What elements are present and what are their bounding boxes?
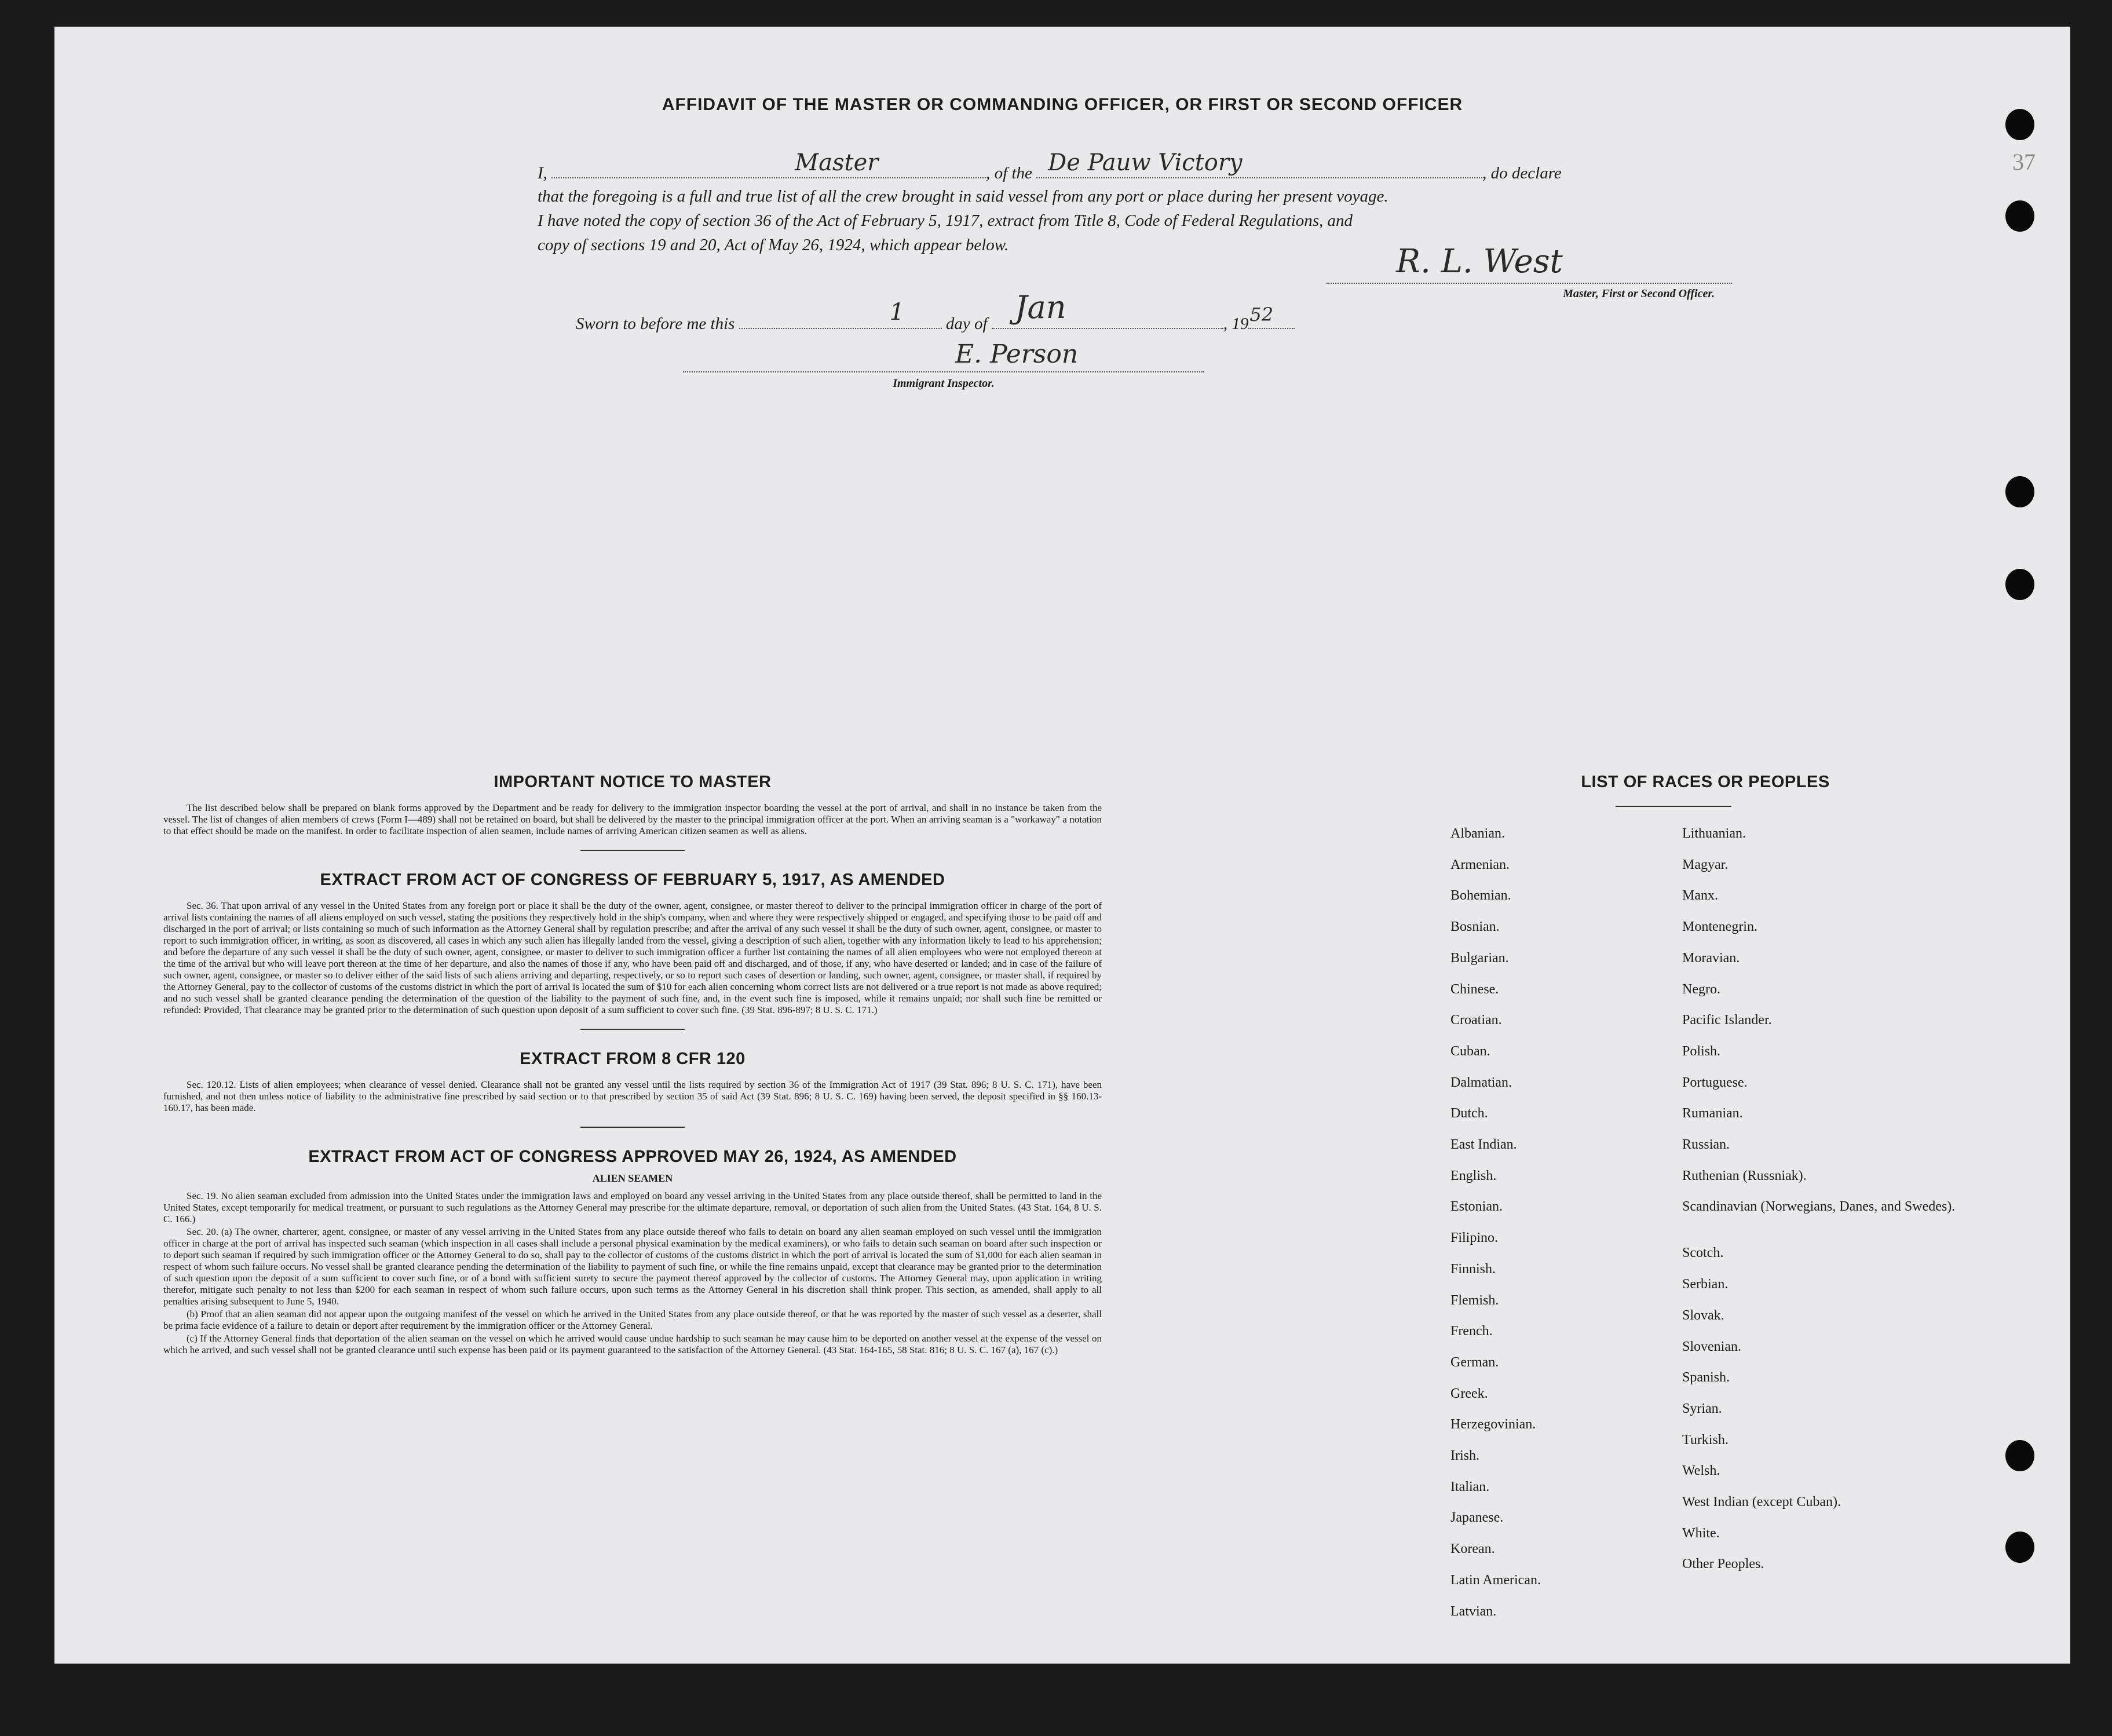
notice-title: IMPORTANT NOTICE TO MASTER (494, 773, 772, 791)
notice-text: The list described below shall be prepared on blank forms approved by the Department and be ready for delivery to the immigration inspector boarding the vessel at the port of arrival, and shall in no instance be taken from the vessel. The list of changes of alien members of crews (Form I—489) shall not be retained on board, but shall be delivered by the master to the principal immigration officer at the port. When an arriving seaman is a "workaway" a notation to that effect should be made on the manifest. In order to facilitate inspection of alien seamen, include names of arriving American citizen seamen as well as aliens. (163, 802, 1102, 836)
race-item: Polish. (1682, 1043, 1721, 1059)
line1-suffix: , do declare (1482, 164, 1562, 182)
signature-line (1327, 242, 1732, 284)
binder-hole (2005, 476, 2034, 507)
divider (580, 850, 685, 851)
race-item: Cuban. (1450, 1043, 1490, 1059)
declaration-line-2: that the foregoing is a full and true list of all the crew brought in said vessel from any port or place during her present voyage. (538, 187, 1388, 206)
divider (580, 1029, 685, 1030)
race-item: Portuguese. (1682, 1075, 1748, 1090)
race-item: Turkish. (1682, 1432, 1729, 1448)
race-item: Armenian. (1450, 857, 1510, 872)
race-item: Russian. (1682, 1137, 1730, 1153)
race-item: Syrian. (1682, 1401, 1722, 1416)
extract-1917-text: Sec. 36. That upon arrival of any vessel in the United States from any foreign port or place it shall be the duty of the owner, agent, consignee, or master thereof to deliver to the principal immigration officer in charge of the port of arrival lists containing the names of all aliens employed on such vessel, stating the positions they respectively hold in the ship's company, when and where they were respectively shipped or engaged, and specifying those to be paid off and discharged in the port of arrival; or lists containing so much of such information as the Attorney General shall by regulation prescribe; and after the arrival of any such vessel it shall be the duty of such owner, agent, consignee, or master to report to such immigration officer, in writing, as soon as discovered, all cases in which any such alien has illegally landed from the vessel, giving a description of such alien, together with any information likely to lead to his apprehension; and before the departure of any such vessel it shall be the duty of such owner, agent, consignee, or master to deliver to such immigration officer a further list containing the names of all alien employees who were not employed thereon at the time of the arrival but who will leave port thereon at the time of her departure, and also the names of those if any, who have been paid off and discharged, and of those, if any, who have deserted or landed; and in case of the failure of such owner, agent, consignee, or master so to deliver either of the said lists of such aliens arriving and departing, respectively, or so to report such cases of desertion or landing, such owner, agent, consignee, or master shall, if required by the Attorney General, pay to the collector of customs of the customs district in which the port of arrival is located the sum of $10 for each alien concerning whom correct lists are not delivered or a true report is not made as above required; and no such vessel shall be granted clearance pending the determination of the question of the liability to the payment of such fine, and, in the event such fine is imposed, while it remains unpaid; nor shall such fine be remitted or refunded: Provided, That clearance may be granted prior to the determination of such question upon deposit of a sum sufficient to cover such fine. (39 Stat. 896-897; 8 U. S. C. 171.) (163, 900, 1102, 1015)
extract-cfr-title: EXTRACT FROM 8 CFR 120 (520, 1050, 746, 1068)
race-item: German. (1450, 1354, 1499, 1370)
handwritten-month: Jan (1014, 289, 1066, 326)
extract-1924-subtitle: ALIEN SEAMEN (592, 1172, 673, 1184)
race-item: Serbian. (1682, 1277, 1729, 1292)
form-sheet (54, 27, 2070, 1664)
handwritten-vessel: De Pauw Victory (1048, 149, 1243, 176)
line1-prefix: I, (538, 164, 547, 182)
binder-hole (2005, 200, 2034, 232)
extract-1924-paragraph: Sec. 20. (a) The owner, charterer, agent, consignee, or master of any vessel arriving in the United States from any place outside thereof who fails to detain on board any alien seaman employed on such vessel until the immigration officer in charge at the port of arrival has inspected such seaman (which inspection in all cases shall include a personal physical examination by the medical examiners), or who fails to detain such seaman on board after such inspection or to deport such seaman if required by such immigration officer or the Attorney General to do so, shall pay to the collector of customs of the customs district in which the port of arrival is located the sum of $1,000 for each alien seaman in respect of whom such failure occurs. No vessel shall be granted clearance pending the determination of the liability to payment of such fine, or while the fine remains unpaid, except that clearance may be granted prior to the determination of such question upon the deposit of a sum sufficient to cover such fine, or of a bond with sufficient surety to secure the payment thereof approved by the collector of customs. The Attorney General may, upon application in writing therefor, mitigate such penalty to not less than $200 for each seaman in respect of whom such failure occurs, upon such terms as the Attorney General in his discretion shall think proper. This section, as amended, shall apply to all penalties arising subsequent to June 5, 1940. (163, 1226, 1102, 1307)
declaration-line-4: copy of sections 19 and 20, Act of May 26, 1924, which appear below. (538, 236, 1009, 254)
race-item: Croatian. (1450, 1013, 1502, 1028)
binder-hole (2005, 1532, 2034, 1563)
binder-hole (2005, 1440, 2034, 1471)
race-item: Albanian. (1450, 826, 1505, 841)
race-item: Spanish. (1682, 1370, 1730, 1386)
sworn-line (576, 289, 1295, 334)
race-item: Magyar. (1682, 857, 1729, 872)
race-item: Bulgarian. (1450, 950, 1509, 966)
race-item: Other Peoples. (1682, 1556, 1764, 1572)
race-item: Ruthenian (Russniak). (1682, 1168, 1807, 1183)
handwritten-name: Master (795, 149, 879, 176)
handwritten-inspector: E. Person (955, 339, 1079, 369)
race-item: Korean. (1450, 1541, 1495, 1557)
race-item: Rumanian. (1682, 1106, 1743, 1121)
race-item: French. (1450, 1324, 1493, 1339)
race-item: East Indian. (1450, 1137, 1517, 1153)
inspector-signature-block (683, 337, 1204, 390)
race-item: Chinese. (1450, 981, 1499, 997)
race-item: Japanese. (1450, 1510, 1504, 1526)
sworn-year-prefix: , 19 (1223, 315, 1249, 333)
master-signature-block (1327, 242, 1732, 301)
race-item: Slovenian. (1682, 1339, 1741, 1354)
race-item: Negro. (1682, 981, 1720, 997)
vessel-blank (1036, 149, 1482, 178)
race-item: Pacific Islander. (1682, 1013, 1772, 1028)
year-blank (1248, 304, 1295, 329)
race-item: Greek. (1450, 1386, 1488, 1401)
race-item: West Indian (except Cuban). (1682, 1494, 1841, 1510)
inspector-caption: Immigrant Inspector. (893, 377, 995, 390)
races-left-column (1450, 818, 1541, 1627)
race-item: English. (1450, 1168, 1497, 1183)
inspector-line (683, 337, 1204, 372)
race-item: White. (1682, 1525, 1720, 1541)
divider (1616, 806, 1731, 807)
sworn-day-label: day of (945, 315, 988, 333)
declaration-line-1 (538, 149, 1708, 184)
race-item: Moravian. (1682, 950, 1740, 966)
affidavit-title: AFFIDAVIT OF THE MASTER OR COMMANDING OFFICER, OR FIRST OR SECOND OFFICER (662, 95, 1463, 114)
race-item: Manx. (1682, 888, 1718, 904)
race-item: Finnish. (1450, 1261, 1496, 1277)
races-column (1387, 773, 1966, 1619)
race-item: Herzegovinian. (1450, 1417, 1536, 1432)
margin-mark: 37 (2012, 149, 2036, 175)
legal-extracts-column (163, 773, 1102, 1357)
race-item: Latvian. (1450, 1603, 1497, 1619)
race-item: Filipino. (1450, 1230, 1499, 1246)
race-item: Dutch. (1450, 1106, 1488, 1121)
extract-1924-paragraph: (c) If the Attorney General finds that deportation of the alien seaman on the vessel on which he arrived would cause undue hardship to such seaman he may cause him to be deported on another vessel at the expense of the vessel on which he arrived, and such vessel shall not be granted clearance until such expense has been paid or its payment guaranteed to the satisfaction of the Attorney General. (43 Stat. 164-165, 58 Stat. 816; 8 U. S. C. 167 (a), 167 (c).) (163, 1333, 1102, 1355)
race-item: Latin American. (1450, 1572, 1541, 1588)
race-item: Bosnian. (1450, 919, 1500, 935)
divider (580, 1127, 685, 1128)
binder-hole (2005, 569, 2034, 600)
race-item: Scandinavian (Norwegians, Danes, and Swedes). (1682, 1199, 1956, 1215)
race-item: Montenegrin. (1682, 919, 1757, 935)
race-item: Lithuanian. (1682, 826, 1746, 841)
race-item: Welsh. (1682, 1463, 1720, 1479)
binder-hole (2005, 109, 2034, 140)
extract-1924-paragraph: (b) Proof that an alien seaman did not appear upon the outgoing manifest of the vessel on which he arrived in the United States from any place outside thereof, or that he was reported by the master of such vessel as a deserter, shall be prima facie evidence of a failure to detain or deport after requirement by the immigration officer or the Attorney General. (163, 1309, 1102, 1331)
race-item: Flemish. (1450, 1292, 1499, 1308)
race-item: Italian. (1450, 1479, 1490, 1494)
handwritten-day: 1 (889, 299, 905, 326)
races-title: LIST OF RACES OR PEOPLES (1581, 773, 1830, 791)
sworn-prefix: Sworn to before me this (576, 315, 735, 333)
extract-1924-title: EXTRACT FROM ACT OF CONGRESS APPROVED MAY 26, 1924, AS AMENDED (308, 1147, 957, 1166)
declaration-line-3: I have noted the copy of section 36 of the Act of February 5, 1917, extract from Title 8, Code of Federal Regulations, and (538, 211, 1353, 230)
handwritten-signature: R. L. West (1396, 243, 1563, 280)
extract-1917-title: EXTRACT FROM ACT OF CONGRESS OF FEBRUARY 5, 1917, AS AMENDED (320, 871, 945, 889)
month-blank (992, 289, 1223, 329)
day-blank (739, 299, 942, 329)
races-right-column (1682, 818, 1955, 1580)
race-item: Slovak. (1682, 1307, 1724, 1323)
handwritten-year: 52 (1249, 304, 1274, 326)
name-blank (551, 149, 986, 178)
line1-middle: , of the (986, 164, 1032, 182)
race-item: Scotch. (1682, 1245, 1724, 1261)
race-item: Irish. (1450, 1448, 1479, 1464)
race-item: Estonian. (1450, 1199, 1503, 1215)
race-item: Dalmatian. (1450, 1075, 1512, 1090)
signature-caption: Master, First or Second Officer. (1563, 287, 1715, 300)
race-item: Bohemian. (1450, 888, 1511, 904)
extract-cfr-text: Sec. 120.12. Lists of alien employees; when clearance of vessel denied. Clearance shall not be granted any vessel until the lists required by section 36 of the Immigration Act of 1917 (39 Stat. 896; 8 U. S. C. 171), have been furnished, and not then unless notice of liability to the administrative fine prescribed by said section or to that prescribed by section 35 of said Act (39 Stat. 896; 8 U. S. C. 169) having been served, the deposit specified in §§ 160.13-160.17, has been made. (163, 1079, 1102, 1113)
extract-1924-paragraph: Sec. 19. No alien seaman excluded from admission into the United States under the immigration laws and employed on board any vessel arriving in the United States from any place outside thereof, shall be permitted to land in the United States, except temporarily for medical treatment, or pursuant to such regulations as the Attorney General may prescribe for the ultimate departure, removal, or deportation of such alien from the United States. (43 Stat. 164, 8 U. S. C. 166.) (163, 1190, 1102, 1225)
